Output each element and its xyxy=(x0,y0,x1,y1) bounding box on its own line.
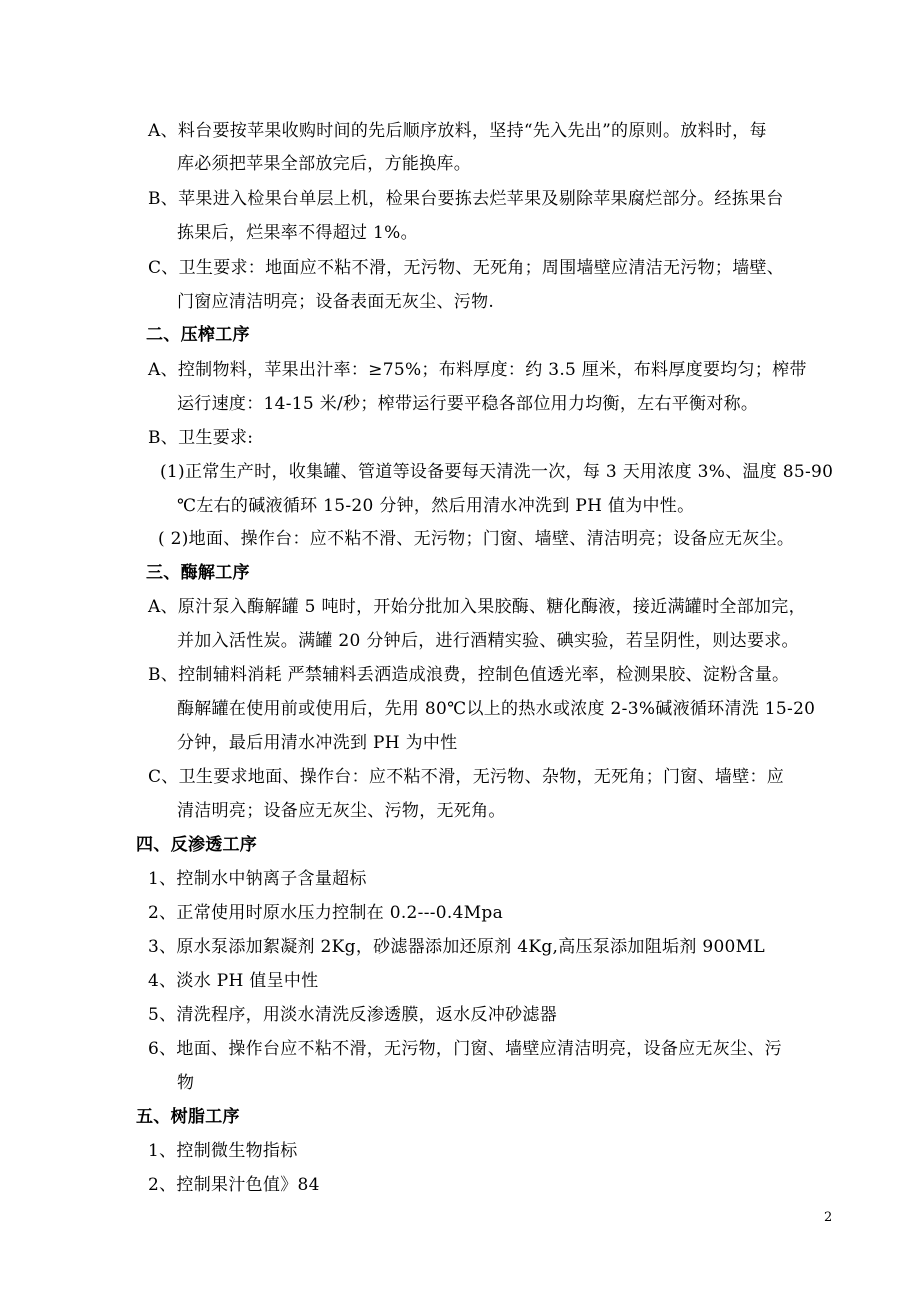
text-line: 1、控制微生物指标 xyxy=(148,1141,298,1161)
text-line: 5、清洗程序，用淡水清洗反渗透膜，返水反冲砂滤器 xyxy=(148,1005,558,1025)
text-line: 清洁明亮；设备应无灰尘、污物，无死角。 xyxy=(177,801,506,821)
text-line: 运行速度：14-15 米/秒；榨带运行要平稳各部位用力均衡，左右平衡对称。 xyxy=(177,394,759,414)
text-line: 3、原水泵添加絮凝剂 2Kg，砂滤器添加还原剂 4Kg,高压泵添加阻垢剂 900ML xyxy=(148,937,765,957)
text-line: 2、控制果汁色值》84 xyxy=(148,1175,320,1195)
text-line: B、控制辅料消耗 严禁辅料丢洒造成浪费，控制色值透光率，检测果胶、淀粉含量。 xyxy=(148,665,790,685)
text-line: 拣果后，烂果率不得超过 1%。 xyxy=(177,223,418,243)
text-line: ( 2)地面、操作台：应不粘不滑、无污物；门窗、墙壁、清洁明亮；设备应无灰尘。 xyxy=(158,529,795,549)
text-line: 分钟，最后用清水冲洗到 PH 为中性 xyxy=(177,733,458,753)
text-line: B、卫生要求: xyxy=(148,428,254,448)
text-line: 6、地面、操作台应不粘不滑，无污物，门窗、墙壁应清洁明亮，设备应无灰尘、污 xyxy=(148,1039,782,1059)
text-line: C、卫生要求：地面应不粘不滑，无污物、无死角；周围墙壁应清洁无污物；墙壁、 xyxy=(148,258,785,278)
page-number: 2 xyxy=(824,1210,833,1225)
section-heading: 五、树脂工序 xyxy=(136,1107,240,1127)
text-line: 库必须把苹果全部放完后，方能换库。 xyxy=(177,154,472,174)
text-line: 并加入活性炭。满罐 20 分钟后，进行酒精实验、碘实验，若呈阴性，则达要求。 xyxy=(177,631,799,651)
text-line: 1、控制水中钠离子含量超标 xyxy=(148,869,367,889)
text-line: A、料台要按苹果收购时间的先后顺序放料，坚持“先入先出”的原则。放料时，每 xyxy=(148,121,767,141)
text-line: 门窗应清洁明亮；设备表面无灰尘、污物. xyxy=(177,292,495,312)
section-heading: 二、压榨工序 xyxy=(146,325,250,345)
text-line: 物 xyxy=(177,1073,195,1093)
text-line: B、苹果进入检果台单层上机，检果台要拣去烂苹果及剔除苹果腐烂部分。经拣果台 xyxy=(148,189,784,209)
section-heading: 四、反渗透工序 xyxy=(136,835,258,855)
section-heading: 三、酶解工序 xyxy=(146,563,250,583)
text-line: 2、正常使用时原水压力控制在 0.2---0.4Mpa xyxy=(148,903,504,923)
text-line: A、原汁泵入酶解罐 5 吨时，开始分批加入果胶酶、糖化酶液，接近满罐时全部加完， xyxy=(148,597,806,617)
text-line: C、卫生要求地面、操作台：应不粘不滑，无污物、杂物，无死角；门窗、墙壁：应 xyxy=(148,767,785,787)
text-line: A、控制物料，苹果出汁率：≥75%；布料厚度：约 3.5 厘米，布料厚度要均匀；榨带 xyxy=(148,360,807,380)
text-line: ℃左右的碱液循环 15-20 分钟，然后用清水冲洗到 PH 值为中性。 xyxy=(177,496,695,516)
text-line: 4、淡水 PH 值呈中性 xyxy=(148,971,319,991)
text-line: (1)正常生产时，收集罐、管道等设备要每天清洗一次，每 3 天用浓度 3%、温度 85-90 xyxy=(160,462,834,482)
text-line: 酶解罐在使用前或使用后，先用 80℃以上的热水或浓度 2-3%碱液循环清洗 15-20 xyxy=(177,699,816,719)
